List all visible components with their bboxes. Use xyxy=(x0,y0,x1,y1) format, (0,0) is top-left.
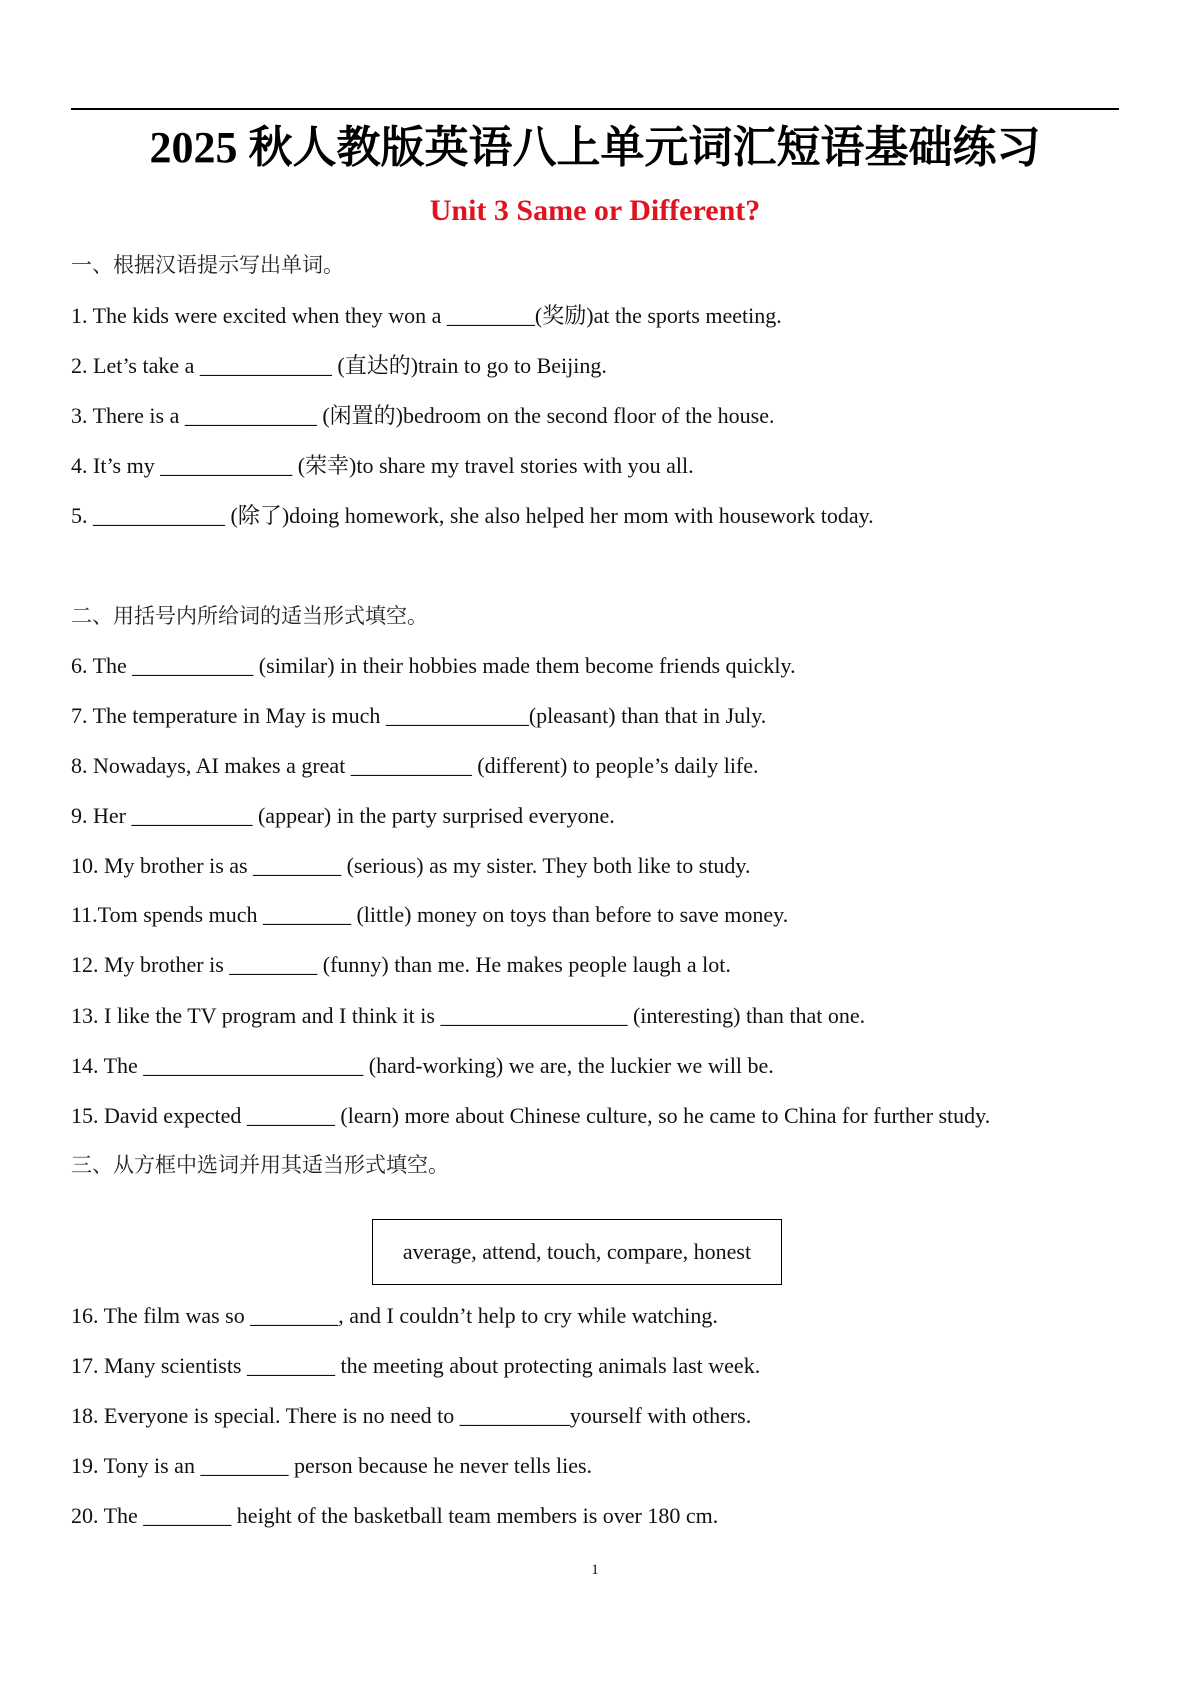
question-19: 19. Tony is an ________ person because he never tells lies. xyxy=(71,1453,593,1478)
question-14: 14. The ____________________ (hard-working) we are, the luckier we will be. xyxy=(71,1053,774,1078)
word-box: average, attend, touch, compare, honest xyxy=(372,1219,782,1285)
question-7: 7. The temperature in May is much _____________(pleasant) than that in July. xyxy=(71,703,767,728)
question-2: 2. Let’s take a ____________ (直达的)train to go to Beijing. xyxy=(71,353,607,378)
question-9: 9. Her ___________ (appear) in the party surprised everyone. xyxy=(71,803,615,828)
question-5: 5. ____________ (除了)doing homework, she also helped her mom with housework today. xyxy=(71,503,874,528)
question-1: 1. The kids were excited when they won a ________(奖励)at the sports meeting. xyxy=(71,303,782,328)
question-6: 6. The ___________ (similar) in their hobbies made them become friends quickly. xyxy=(71,653,796,678)
page-number: 1 xyxy=(591,1562,599,1578)
question-12: 12. My brother is ________ (funny) than me. He makes people laugh a lot. xyxy=(71,952,731,977)
question-8: 8. Nowadays, AI makes a great ___________ (different) to people’s daily life. xyxy=(71,753,759,778)
question-10: 10. My brother is as ________ (serious) as my sister. They both like to study. xyxy=(71,853,751,878)
top-rule xyxy=(71,108,1119,110)
section-3-heading: 三、从方框中选词并用其适当形式填空。 xyxy=(71,1153,449,1177)
section-1-heading: 一、根据汉语提示写出单词。 xyxy=(71,253,344,277)
unit-subtitle: Unit 3 Same or Different? xyxy=(429,194,761,227)
question-17: 17. Many scientists ________ the meeting about protecting animals last week. xyxy=(71,1353,761,1378)
question-13: 13. I like the TV program and I think it is _________________ (interesting) than that one. xyxy=(71,1003,866,1028)
section-2-heading: 二、用括号内所给词的适当形式填空。 xyxy=(71,604,428,628)
question-18: 18. Everyone is special. There is no need to __________yourself with others. xyxy=(71,1403,752,1428)
question-15: 15. David expected ________ (learn) more about Chinese culture, so he came to China for further study. xyxy=(71,1103,991,1128)
question-11: 11.Tom spends much ________ (little) money on toys than before to save money. xyxy=(71,902,789,927)
question-16: 16. The film was so ________, and I couldn’t help to cry while watching. xyxy=(71,1303,718,1328)
question-20: 20. The ________ height of the basketball team members is over 180 cm. xyxy=(71,1503,719,1528)
question-3: 3. There is a ____________ (闲置的)bedroom on the second floor of the house. xyxy=(71,403,775,428)
question-4: 4. It’s my ____________ (荣幸)to share my travel stories with you all. xyxy=(71,453,694,478)
page-title: 2025 秋人教版英语八上单元词汇短语基础练习 xyxy=(149,123,1041,172)
